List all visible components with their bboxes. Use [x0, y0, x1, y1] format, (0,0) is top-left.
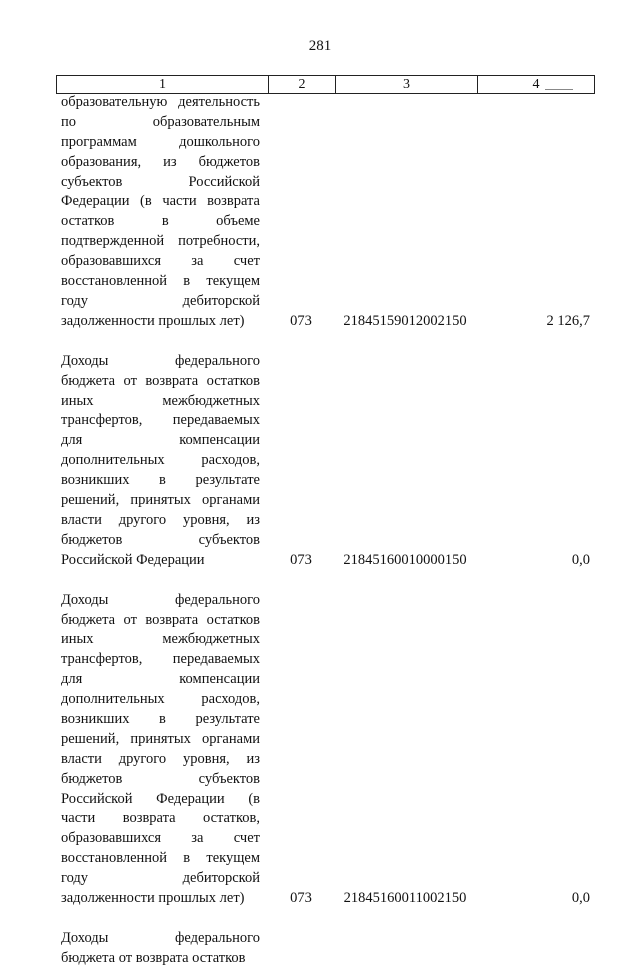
- description-line: образования, из бюджетов: [61, 153, 260, 170]
- description-line: остатков в объеме: [61, 213, 260, 230]
- description-line: решений, принятых органами: [61, 492, 260, 509]
- amount-cell: 2 126,7: [546, 312, 590, 329]
- description-line: иных межбюджетных: [61, 631, 260, 648]
- header-divider-mark: [545, 89, 573, 90]
- column-header-3: 3: [336, 76, 478, 94]
- column-header-4: 4: [478, 76, 595, 94]
- description-line: иных межбюджетных: [61, 392, 260, 409]
- description-line: решений, принятых органами: [61, 730, 260, 747]
- table-row: [0, 929, 640, 969]
- description-line: Доходы федерального: [61, 352, 260, 369]
- description-line: образовавшихся за счет: [61, 830, 260, 847]
- row-description: [61, 93, 260, 332]
- column-header-2: 2: [269, 76, 336, 94]
- description-line: бюджета от возврата остатков: [61, 372, 260, 389]
- description-line: бюджетов субъектов: [61, 531, 260, 548]
- kbk-code-cell: 21845160011002150: [343, 890, 467, 907]
- description-line: возникших в результате: [61, 472, 260, 489]
- description-line: власти другого уровня, из: [61, 750, 260, 767]
- kbk-code-cell: 21845160010000150: [343, 551, 467, 568]
- admin-code-cell: 073: [290, 312, 312, 329]
- description-line: Доходы федерального: [61, 930, 260, 947]
- admin-code-cell: 073: [290, 890, 312, 907]
- description-line: возникших в результате: [61, 711, 260, 728]
- row-description: [61, 929, 260, 969]
- description-line: Доходы федерального: [61, 591, 260, 608]
- description-line: Федерации (в части возврата: [61, 193, 260, 210]
- row-description: [61, 591, 260, 909]
- description-line: задолженности прошлых лет): [61, 312, 245, 329]
- description-line: по образовательным: [61, 113, 260, 130]
- description-line: году дебиторской: [61, 292, 260, 309]
- description-line: трансфертов, передаваемых: [61, 651, 260, 668]
- table-row: [0, 591, 640, 909]
- description-line: образовавшихся за счет: [61, 253, 260, 270]
- column-header-table: [56, 75, 595, 94]
- description-line: Российской Федерации (в: [61, 790, 260, 807]
- description-line: дополнительных расходов,: [61, 452, 260, 469]
- admin-code-cell: 073: [290, 551, 312, 568]
- column-header-1: 1: [57, 76, 269, 94]
- description-line: власти другого уровня, из: [61, 511, 260, 528]
- description-line: части возврата остатков,: [61, 810, 260, 827]
- table-row: [0, 93, 640, 332]
- description-line: трансфертов, передаваемых: [61, 412, 260, 429]
- description-line: программам дошкольного: [61, 133, 260, 150]
- description-line: бюджета от возврата остатков: [61, 611, 260, 628]
- description-line: задолженности прошлых лет): [61, 890, 245, 907]
- amount-cell: 0,0: [571, 890, 590, 907]
- description-line: подтвержденной потребности,: [61, 233, 260, 250]
- description-line: восстановленной в текущем: [61, 850, 260, 867]
- description-line: субъектов Российской: [61, 173, 260, 190]
- description-line: бюджетов субъектов: [61, 770, 260, 787]
- description-line: году дебиторской: [61, 870, 260, 887]
- description-line: дополнительных расходов,: [61, 691, 260, 708]
- page-number: 281: [308, 38, 332, 54]
- amount-cell: 0,0: [571, 551, 590, 568]
- row-description: [61, 352, 260, 571]
- kbk-code-cell: 21845159012002150: [343, 312, 467, 329]
- description-line: бюджета от возврата остатков: [61, 949, 246, 966]
- description-line: Российской Федерации: [61, 551, 205, 568]
- table-row: [0, 352, 640, 571]
- description-line: образовательную деятельность: [61, 94, 260, 110]
- description-line: для компенсации: [61, 671, 260, 688]
- description-line: для компенсации: [61, 432, 260, 449]
- description-line: восстановленной в текущем: [61, 273, 260, 290]
- column-header-row: [57, 76, 595, 94]
